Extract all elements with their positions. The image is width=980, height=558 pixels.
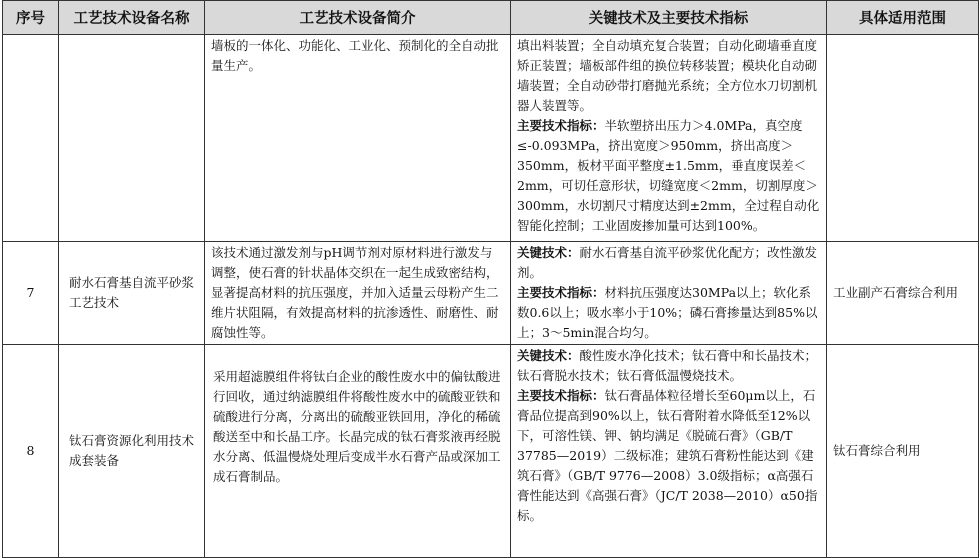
main-index-paragraph	[517, 116, 820, 236]
main-index-label: 主要技术指标：	[517, 388, 605, 403]
row-key-tech-cell	[511, 345, 827, 558]
main-index-label: 主要技术指标：	[517, 118, 605, 133]
key-tech-paragraph	[517, 243, 820, 283]
row-intro: 墙板的一体化、功能化、工业化、预制化的全自动批量生产。	[205, 35, 511, 242]
row-key-tech-cell	[511, 35, 827, 242]
main-index-text: 材料抗压强度达30MPa以上；软化系数0.6以上；吸水率小于10%；磷石膏掺量达到85%以上；3～5min混合均匀。	[517, 285, 818, 340]
main-index-paragraph	[517, 386, 820, 526]
row-scope	[827, 35, 979, 242]
key-tech-paragraph	[517, 36, 820, 116]
header-key-tech: 关键技术及主要技术指标	[511, 1, 827, 35]
row-scope: 钛石膏综合利用	[827, 345, 979, 558]
row-intro: 采用超滤膜组件将钛白企业的酸性废水中的偏钛酸进行回收，通过纳滤膜组件将酸性废水中的硫酸亚铁和硫酸进行分离，分离出的硫酸亚铁回用，净化的稀硫酸送至中和长晶工序。长晶完成的钛石膏浆液再经脱水分离、低温慢烧处理后变成半水石膏产品或深加工成石膏制品。	[205, 345, 511, 558]
main-index-text: 钛石膏晶体粒径增长至60μm以上，石膏品位提高到90%以上，钛石膏附着水降低至12%以下，可溶性镁、钾、钠均满足《脱硫石膏》（GB/T 37785—2019）二级标准；建筑石膏粉性能达到《建筑石膏》（GB/T 9776—2008）3.0级指标；α高强石膏性能达到《高强石膏》（JC/T 2038—2010）α50指标。	[517, 388, 818, 523]
key-tech-text: 填出料装置；全自动填充复合装置；自动化砌墙垂直度矫正装置；墙板部件组的换位转移装置；模块化自动砌墙装置；全自动砂带打磨抛光系统；全方位水刀切割机器人装置等。	[517, 38, 818, 113]
row-scope: 工业副产石膏综合利用	[827, 242, 979, 345]
table-header-row	[3, 1, 979, 35]
row-key-tech-cell	[511, 242, 827, 345]
main-index-text: 半软塑挤出压力＞4.0MPa，真空度≤-0.093MPa，挤出宽度＞950mm，挤出高度＞350mm，板材平面平整度±1.5mm，垂直度误差＜2mm，可切任意形状，切缝宽度＜2mm，切割厚度＞300mm，水切割尺寸精度达到±2mm，全过程自动化智能化控制；工业固废掺加量可达到100%。	[517, 118, 820, 233]
main-index-paragraph	[517, 283, 820, 343]
row-name: 耐水石膏基自流平砂浆工艺技术	[59, 242, 205, 345]
key-tech-text: 酸性废水净化技术；钛石膏中和长晶技术；钛石膏脱水技术；钛石膏低温慢烧技术。	[517, 348, 818, 383]
row-intro: 该技术通过激发剂与pH调节剂对原材料进行激发与调整，使石膏的针状晶体交织在一起生成致密结构，显著提高材料的抗压强度，并加入适量云母粉产生二维片状阻隔，有效提高材料的抗渗透性、耐磨性、耐腐蚀性等。	[205, 242, 511, 345]
header-no: 序号	[3, 1, 59, 35]
header-intro: 工艺技术设备简介	[205, 1, 511, 35]
tech-table	[2, 0, 979, 558]
header-scope: 具体适用范围	[827, 1, 979, 35]
table-row	[3, 35, 979, 242]
key-tech-label: 关键技术：	[517, 348, 580, 363]
key-tech-text: 耐水石膏基自流平砂浆优化配方；改性激发剂。	[517, 245, 818, 280]
key-tech-label: 关键技术：	[517, 245, 580, 260]
main-index-label: 主要技术指标：	[517, 285, 605, 300]
row-name: 钛石膏资源化利用技术成套装备	[59, 345, 205, 558]
table-row	[3, 242, 979, 345]
row-number	[3, 35, 59, 242]
header-name: 工艺技术设备名称	[59, 1, 205, 35]
table-row	[3, 345, 979, 558]
row-number: 7	[3, 242, 59, 345]
row-number: 8	[3, 345, 59, 558]
key-tech-paragraph	[517, 346, 820, 386]
row-name	[59, 35, 205, 242]
